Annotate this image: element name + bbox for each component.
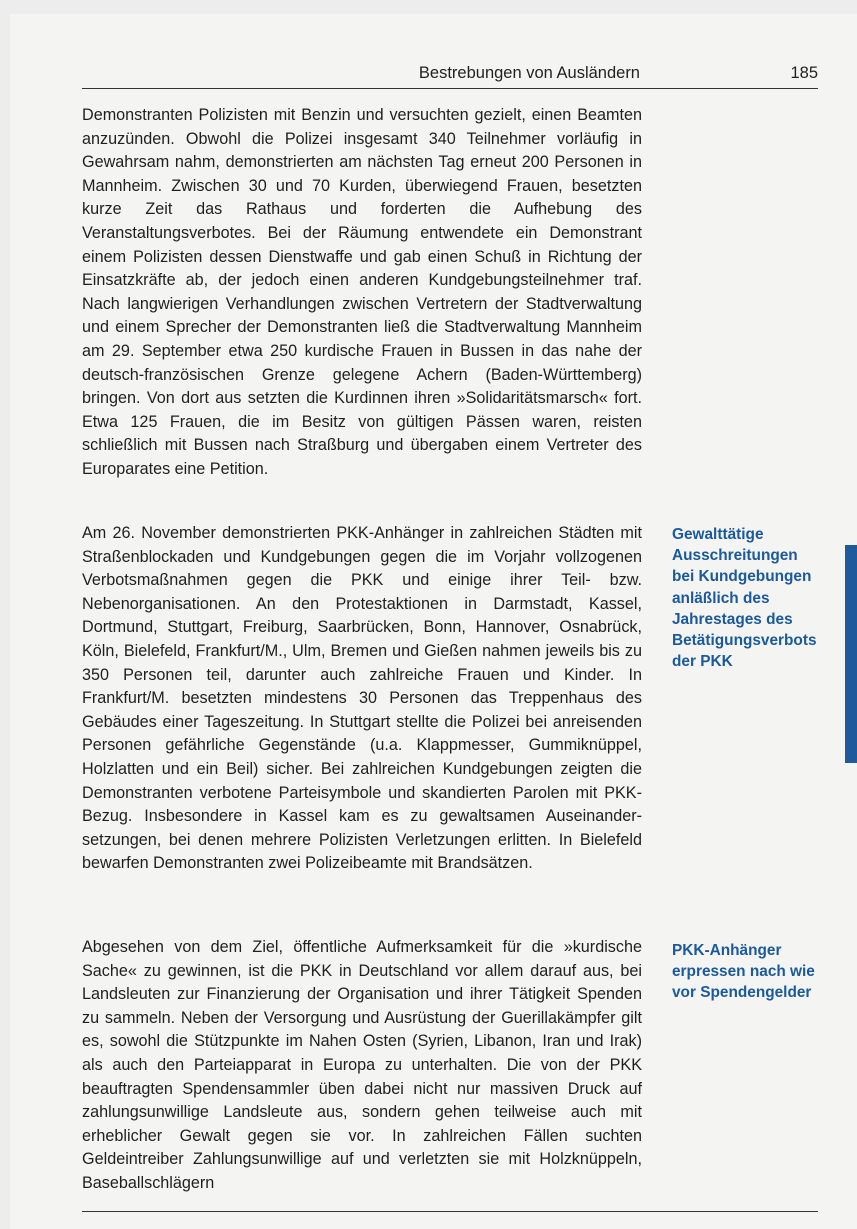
body-paragraph-1: Demonstranten Polizisten mit Benzin und versuchten gezielt, einen Beamten anzuzünden. Obwohl die Polizei insgesamt 340 Teilnehmer vorläufig in Gewahrsam nahm, demonstrierten am nächsten Tag erneut 200 Personen in Mannheim. Zwischen 30 und 70 Kurden, überwiegend Frauen, besetzten kurze Zeit das Rathaus und forderten die Aufhebung des Veranstaltungsverbotes. Bei der Räumung entwendete ein Demonstrant einem Polizisten dessen Dienstwaffe und gab einen Schuß in Richtung der Einsatzkräfte ab, der jedoch einen anderen Kundgebungsteilnehmer traf. Nach langwierigen Verhandlungen zwischen Vertretern der Stadtverwaltung und einem Sprecher der Demonstranten ließ die Stadtverwaltung Mannheim am 29. September etwa 250 kurdische Frauen in Bussen in das nahe der deutsch-französischen Grenze gelegene Achern (Baden-Württemberg) bringen. Von dort aus setzten die Kurdinnen ihren »Solidaritätsmarsch« fort. Etwa 125 Frauen, die im Besitz von gültigen Pässen waren, reisten schließlich mit Bussen nach Straßburg und übergaben einem Vertreter des Europarates eine Petition. — [82, 106, 642, 478]
header-rule — [82, 88, 818, 89]
body-paragraph-2: Am 26. November demonstrierten PKK-Anhänger in zahlreichen Städten mit Straßenblockaden und Kundgebungen gegen die im Vorjahr vollzogenen Verbotsmaßnahmen gegen die PKK und einige ihrer Teil- bzw. Nebenorganisationen. An den Protestaktionen in Darmstadt, Kassel, Dortmund, Stuttgart, Freiburg, Saarbrücken, Bonn, Hannover, Osnabrück, Köln, Bielefeld, Frankfurt/M., Ulm, Bremen und Gießen nahmen jeweils bis zu 350 Personen teil, darunter auch zahlreiche Frauen und Kinder. In Frankfurt/M. besetzten mindestens 30 Personen das Treppenhaus des Gebäudes einer Tageszeitung. In Stuttgart stellte die Polizei bei anreisenden Personen gefährliche Gegenstände (u.a. Klappmesser, Gummiknüppel, Holzlatten und ein Beil) sicher. Bei zahlreichen Kundgebungen zeigten die Demonstranten verbotene Parteisymbole und skandierten Parolen mit PKK-Bezug. Insbesondere in Kassel kam es zu gewaltsamen Auseinandersetzungen, bei denen mehrere Polizisten Verletzungen erlitten. In Bielefeld bewarfen Demonstranten zwei Polizeibeamte mit Brandsätzen. — [82, 524, 642, 873]
body-paragraph-3: Abgesehen von dem Ziel, öffentliche Aufmerksamkeit für die »kurdische Sache« zu gewinnen, ist die PKK in Deutschland vor allem darauf aus, bei Landsleuten zur Finanzierung der Organisation und ihrer Tätigkeit Spenden zu sammeln. Neben der Versorgung und Ausrüstung der Guerillakämpfer gilt es, sowohl die Stützpunkte im Nahen Osten (Syrien, Libanon, Iran und Irak) als auch den Parteiapparat in Europa zu unterhalten. Die von der PKK beauftragten Spendensammler üben dabei nicht nur massiven Druck auf zahlungsunwillige Landsleute aus, sondern gehen teilweise auch mit erheblicher Gewalt gegen sie vor. In zahlreichen Fällen suchten Geldeintreiber Zahlungsunwillige auf und verletzten sie mit Holzknüppeln, Baseballschlägern — [82, 938, 642, 1192]
chapter-edge-tab — [845, 545, 857, 763]
footer-rule — [82, 1211, 818, 1212]
running-title: Bestrebungen von Ausländern — [418, 64, 640, 82]
margin-note-2: PKK-Anhänger erpressen nach wie vor Spendengelder — [672, 942, 815, 1002]
page-number: 185 — [790, 64, 818, 82]
margin-note-1: Gewalttätige Ausschreitungen bei Kundgebungen anläßlich des Jahrestages des Betätigungsverbots der PKK — [672, 526, 817, 671]
page-header — [82, 64, 818, 86]
